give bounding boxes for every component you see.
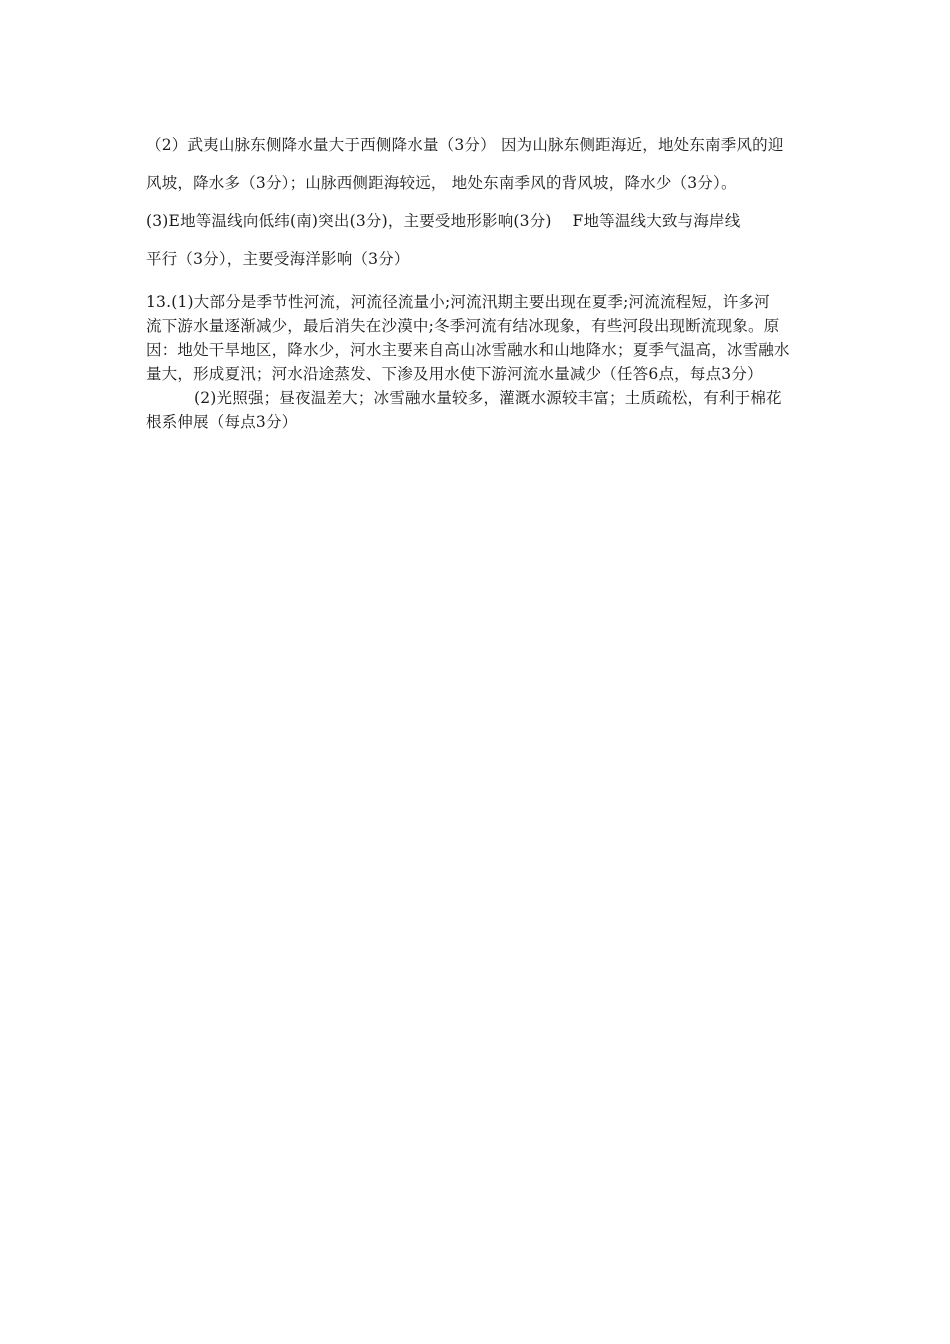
answer-block-geography-q2-q3 (146, 126, 816, 278)
answer-line: 根系伸展（每点3分） (146, 413, 298, 431)
answer-line: 流下游水量逐渐减少，最后消失在沙漠中;冬季河流有结冰现象，有些河段出现断流现象。原 (146, 317, 780, 335)
answer-line: 平行（3分），主要受海洋影响（3分） (146, 250, 410, 268)
answer-line: 量大，形成夏汛；河水沿途蒸发、下渗及用水使下游河流水量减少（任答6点，每点3分） (146, 365, 763, 383)
answer-line: 13.(1)大部分是季节性河流，河流径流量小;河流汛期主要出现在夏季;河流流程短，许多河 (146, 293, 770, 311)
answer-line: (3)E地等温线向低纬(南)突出(3分)，主要受地形影响(3分) F地等温线大致与海岸线 (146, 212, 741, 230)
answer-line: (2)光照强；昼夜温差大；冰雪融水量较多，灌溉水源较丰富；土质疏松，有利于棉花 (194, 389, 782, 407)
answer-line: （2）武夷山脉东侧降水量大于西侧降水量（3分） 因为山脉东侧距海近，地处东南季风的迎 (146, 136, 784, 154)
answer-line: 风坡，降水多（3分）；山脉西侧距海较远， 地处东南季风的背风坡，降水少（3分）。 (146, 174, 737, 192)
answer-block-question-13 (146, 290, 816, 434)
answer-line: 因：地处干旱地区，降水少，河水主要来自高山冰雪融水和山地降水；夏季气温高，冰雪融水 (146, 341, 790, 359)
